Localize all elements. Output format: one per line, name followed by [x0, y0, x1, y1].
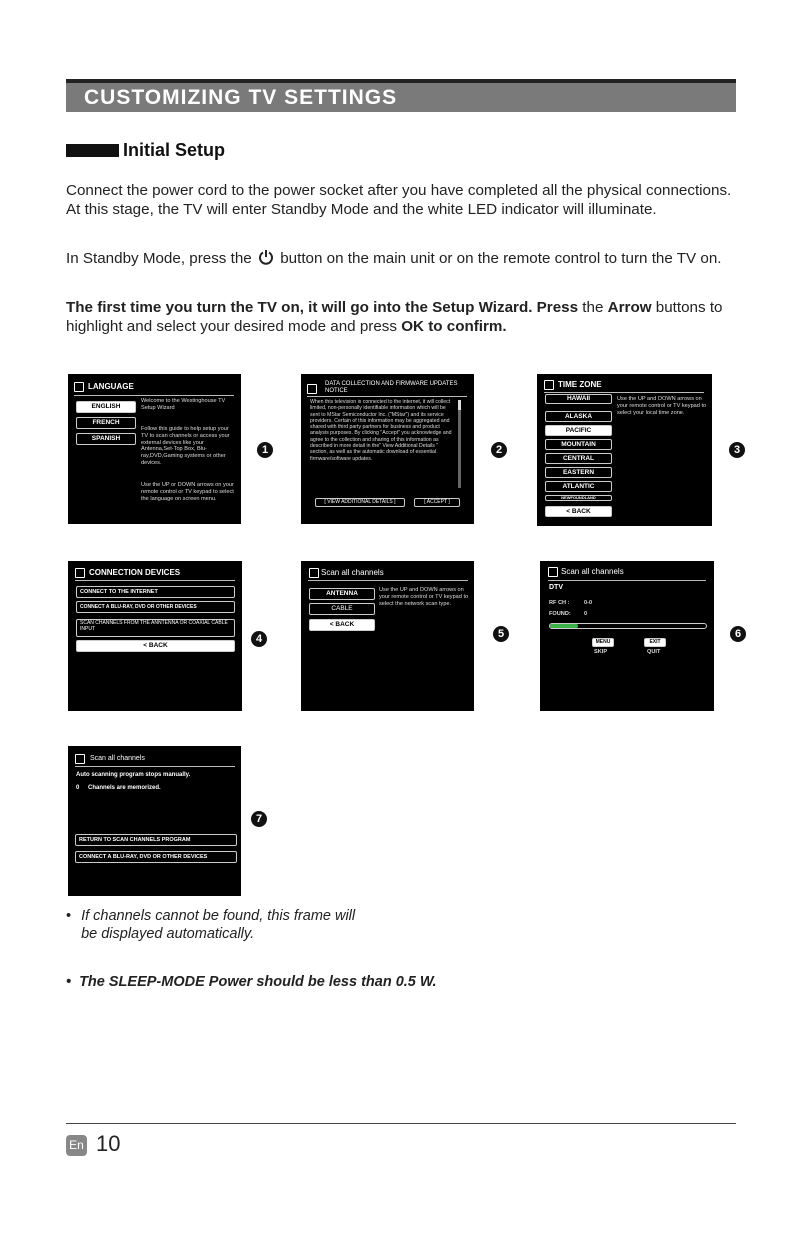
timezone-option-newfoundland[interactable]: NEWFOUNDLAND — [545, 495, 612, 501]
screen-language — [68, 374, 241, 524]
scrollbar[interactable] — [458, 400, 461, 488]
rf-channel-value: 0-0 — [584, 600, 593, 606]
screen-title: LANGUAGE — [88, 382, 134, 391]
wizard-text-b: the — [582, 299, 604, 316]
language-option-french[interactable]: FRENCH — [76, 417, 136, 429]
scan-progress-bar — [549, 623, 707, 629]
divider — [307, 396, 467, 397]
scan-channels-option[interactable]: SCAN CHANNELS FROM THE ANNTENNA OR COAXIAL CABLE INPUT — [76, 619, 235, 637]
paragraph-power-cord: Connect the power cord to the power socket after you have completed all the physical connections. At this stage, the TV will enter Standby Mode and the white LED indicator will illuminate. — [66, 182, 732, 218]
timezone-option-alaska[interactable]: ALASKA — [545, 411, 612, 422]
divider — [75, 580, 235, 581]
checkbox-icon — [75, 754, 85, 764]
checkbox-icon — [544, 380, 554, 390]
back-button[interactable]: < BACK — [545, 506, 612, 517]
antenna-option[interactable]: ANTENNA — [309, 588, 375, 600]
scrollbar-thumb[interactable] — [458, 400, 461, 410]
divider — [544, 392, 704, 393]
screen-connection-devices — [68, 561, 242, 711]
page-number: 10 — [96, 1131, 121, 1156]
found-label: FOUND: — [549, 611, 571, 617]
step-number-6: 6 — [730, 626, 746, 642]
instruction-text: Use the UP or DOWN arrows on your remote control or TV keypad to select the language on screen menu. — [141, 482, 234, 502]
step-number-2: 2 — [491, 442, 507, 458]
found-value: 0 — [584, 611, 588, 617]
checkbox-icon — [548, 567, 558, 577]
power-icon — [258, 249, 274, 265]
timezone-option-hawaii[interactable]: HAWAII — [545, 394, 612, 404]
divider — [75, 766, 235, 767]
screen-title: CONNECTION DEVICES — [89, 568, 181, 577]
dtv-label: DTV — [549, 584, 563, 591]
screen-title: TIME ZONE — [558, 380, 602, 389]
step-number-1: 1 — [257, 442, 273, 458]
screen-data-collection — [301, 374, 474, 524]
scan-progress-fill — [550, 624, 578, 628]
screen-title: Scan all channels — [321, 568, 384, 577]
footer-rule — [66, 1123, 736, 1124]
page-title: CUSTOMIZING TV SETTINGS — [84, 86, 398, 109]
screen-scan-type — [301, 561, 474, 711]
wizard-text-arrow: Arrow — [607, 299, 652, 316]
paragraph-setup-wizard — [66, 298, 734, 336]
wizard-text-ok: OK to confirm. — [401, 318, 507, 335]
connect-device-option[interactable]: CONNECT A BLU-RAY, DVD OR OTHER DEVICES — [76, 601, 235, 613]
step-number-4: 4 — [251, 631, 267, 647]
timezone-option-central[interactable]: CENTRAL — [545, 453, 612, 464]
quit-label: QUIT — [647, 649, 661, 655]
step-number-5: 5 — [493, 626, 509, 642]
checkbox-icon — [75, 568, 85, 578]
connect-device-button[interactable]: CONNECT A BLU-RAY, DVD OR OTHER DEVICES — [75, 851, 237, 863]
screen-title: DATA COLLECTION AND FIRMWARE UPDATES NOTICE — [325, 381, 458, 394]
bullet-icon: • — [66, 908, 72, 924]
exit-button[interactable]: EXIT — [644, 638, 666, 647]
language-badge: En — [66, 1135, 87, 1156]
accept-button[interactable]: [ ACCEPT ] — [414, 498, 460, 507]
instruction-text: Use the UP and DOWN arrows on your remote control or TV keypad to select your local time zone. — [617, 396, 707, 416]
welcome-text: Welcome to the Westinghouse TV Setup Wizard — [141, 398, 226, 411]
instruction-text: Use the UP and DOWN arrows on your remote control or TV keypad to select the network scan type. — [379, 587, 469, 607]
divider — [74, 395, 234, 396]
channel-count: 0 — [76, 785, 80, 791]
back-button[interactable]: < BACK — [76, 640, 235, 652]
standby-text-a: In Standby Mode, press the — [66, 250, 252, 267]
view-details-button[interactable]: [ VIEW ADDITIONAL DETAILS ] — [315, 498, 405, 507]
checkbox-icon — [309, 568, 319, 578]
note-text: If channels cannot be found, this frame will be displayed automatically. — [81, 908, 356, 942]
wizard-text-d: buttons to highlight and select your desired mode and press — [66, 299, 723, 335]
channels-memorized-text: Channels are memorized. — [88, 785, 161, 791]
divider — [308, 580, 468, 581]
paragraph-standby — [66, 249, 734, 268]
timezone-option-eastern[interactable]: EASTERN — [545, 467, 612, 478]
menu-button[interactable]: MENU — [592, 638, 614, 647]
section-marker — [66, 144, 119, 157]
standby-text-b: button on the main unit or on the remote control to turn the TV on. — [280, 250, 722, 267]
note-channels-not-found — [66, 907, 371, 943]
screen-scan-stopped — [68, 746, 241, 896]
notice-body: When this television is connected to the internet, it will collect limited, non-personally identifiable information which will be sent to MStar Semiconductor Inc. ("MStar") and its service providers. Certain of this information may be aggregated and shared with third party partners for business and product analysis purposes. By clicking "Accept" you acknowledge and agree to the collection and sharing of this information as described in more detail in the" View Additional Details " section, as well as the automatic download of essential firmware/software updates. — [310, 399, 452, 462]
step-number-3: 3 — [729, 442, 745, 458]
note-text: The SLEEP-MODE Power should be less than 0.5 W. — [79, 974, 437, 990]
language-option-english[interactable]: ENGLISH — [76, 401, 136, 413]
section-title: Initial Setup — [123, 140, 226, 160]
checkbox-icon — [307, 384, 317, 394]
scan-stop-message: Auto scanning program stops manually. — [76, 772, 191, 778]
skip-label: SKIP — [594, 649, 608, 655]
back-button[interactable]: < BACK — [309, 619, 375, 631]
timezone-option-atlantic[interactable]: ATLANTIC — [545, 481, 612, 492]
guide-text: Follow this guide to help setup your TV to scan channels or access your external devices like your Antenna,Set-Top Box, Blu-ray,DVD,Gaming systems or other devices. — [141, 426, 230, 466]
screen-title: Scan all channels — [90, 755, 145, 762]
cable-option[interactable]: CABLE — [309, 603, 375, 615]
connect-internet-option[interactable]: CONNECT TO THE INTERNET — [76, 586, 235, 598]
screen-scan-progress — [540, 561, 714, 711]
timezone-option-mountain[interactable]: MOUNTAIN — [545, 439, 612, 450]
bullet-icon: • — [66, 974, 72, 990]
checkbox-icon — [74, 382, 84, 392]
language-option-spanish[interactable]: SPANISH — [76, 433, 136, 445]
step-number-7: 7 — [251, 811, 267, 827]
timezone-option-pacific[interactable]: PACIFIC — [545, 425, 612, 436]
return-scan-button[interactable]: RETURN TO SCAN CHANNELS PROGRAM — [75, 834, 237, 846]
wizard-text-a: The first time you turn the TV on, it will go into the Setup Wizard. Press — [66, 299, 579, 316]
note-sleep-mode — [66, 974, 437, 990]
divider — [548, 580, 706, 581]
screen-title: Scan all channels — [561, 567, 624, 576]
rf-channel-label: RF CH : — [549, 600, 570, 606]
screen-time-zone — [537, 374, 712, 526]
